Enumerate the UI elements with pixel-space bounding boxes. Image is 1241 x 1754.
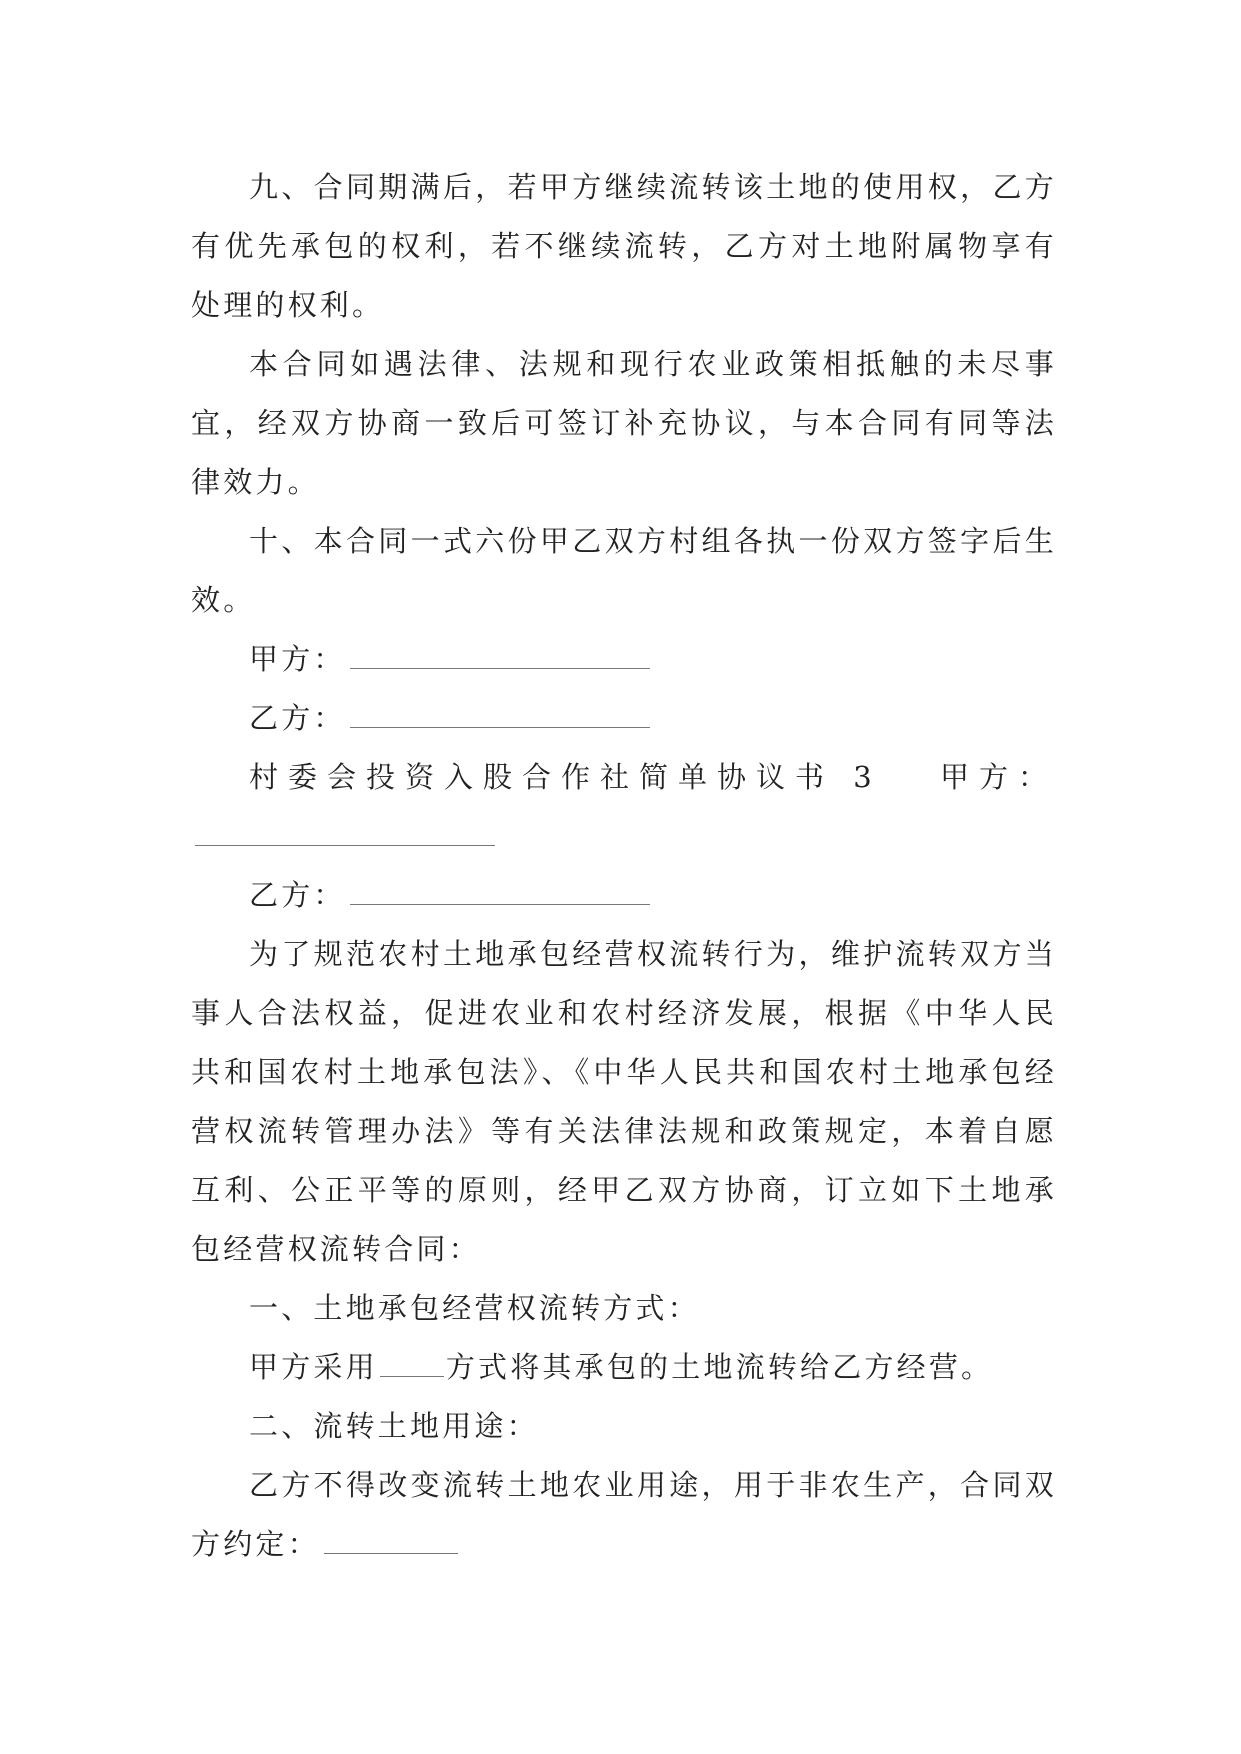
party-a-label: 甲方： xyxy=(249,642,346,676)
title-party-a-blank xyxy=(195,844,495,846)
intro-paragraph: 为了规范农村土地承包经营权流转行为，维护流转双方当事人合法权益，促进农业和农村经济发展，根据《中华人民共和国农村土地承包法》、《中华人民共和国农村土地承包经营权流转管理办法》等有关法律法规和政策规定，本着自愿互利、公正平等的原则，经甲乙双方协商，订立如下土地承包经营权流转合同： xyxy=(191,937,1057,1266)
clause-nine: 九、合同期满后，若甲方继续流转该土地的使用权，乙方有优先承包的权利，若不继续流转，乙方对土地附属物享有处理的权利。 xyxy=(191,170,1057,322)
party-b-label: 乙方： xyxy=(249,701,346,735)
agreement-title-line xyxy=(191,748,1057,807)
agreement-blank xyxy=(324,1552,458,1554)
party-a-blank xyxy=(350,667,650,669)
party-b-line-2 xyxy=(191,866,1057,925)
section-two-text-content: 乙方不得改变流转土地农业用途，用于非农生产，合同双方约定： xyxy=(191,1468,1057,1561)
transfer-method-blank xyxy=(380,1375,444,1377)
supplementary-clause: 本合同如遇法律、法规和现行农业政策相抵触的未尽事宜，经双方协商一致后可签订补充协议，与本合同有同等法律效力。 xyxy=(191,347,1057,499)
document-body xyxy=(191,158,1057,1574)
section-one-heading: 一、土地承包经营权流转方式： xyxy=(249,1291,700,1325)
section-one-text-before: 甲方采用 xyxy=(249,1350,378,1384)
party-a-signature-line xyxy=(191,630,1057,689)
party-b-blank xyxy=(350,726,650,728)
party-b-signature-line xyxy=(191,689,1057,748)
agreement-title: 村委会投资入股合作社简单协议书 3 xyxy=(249,760,882,794)
title-party-a-label: 甲方： xyxy=(939,760,1057,794)
section-two-heading: 二、流转土地用途： xyxy=(249,1409,539,1443)
party-b-blank-2 xyxy=(350,903,650,905)
party-b-label-2: 乙方： xyxy=(249,878,346,912)
section-one-text xyxy=(191,1338,1057,1397)
section-two-text xyxy=(191,1456,1057,1574)
title-party-a-blank-line xyxy=(191,807,1057,866)
section-one-text-after: 方式将其承包的土地流转给乙方经营。 xyxy=(445,1350,994,1384)
clause-ten: 十、本合同一式六份甲乙双方村组各执一份双方签字后生效。 xyxy=(191,524,1057,617)
